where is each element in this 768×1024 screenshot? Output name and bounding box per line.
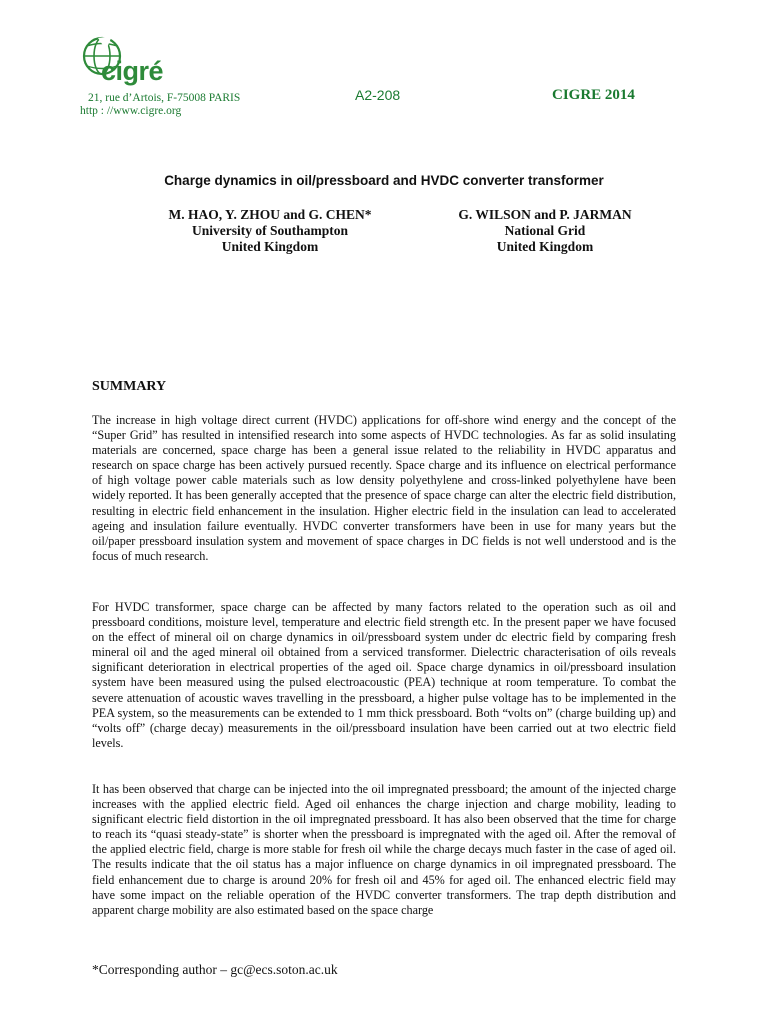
author-affiliation: University of Southampton (191, 223, 348, 238)
corresponding-author-footnote: *Corresponding author – gc@ecs.soton.ac.uk (92, 962, 338, 977)
summary-paragraph-3: It has been observed that charge can be injected into the oil impregnated pressboard; the amount of the injected charge increases with the applied electric field. Aged oil enhances the charge injection and charge mobility, leading to significant electric field distortion in the oil impregnated pressboard. It has also been observed that the time for charge to reach its “quasi steady-state” is shorter when the pressboard is impregnated with the aged oil. After the removal of the applied electric field, charge is more stable for fresh oil while the charge decays much faster in the case of aged oil. The results indicate that the oil status has a major influence on charge dynamics in oil impregnated pressboard. The field enhancement due to charge is around 20% for fresh oil and 45% for aged oil. The enhanced electric field may have some impact on the reliable operation of the HVDC converter transformers. The trap depth distribution and apparent charge mobility are also estimated based on the space charge (92, 782, 676, 917)
author-group-2 (400, 207, 690, 255)
logo-wordmark: cigré (101, 56, 164, 86)
author-affiliation: National Grid (504, 223, 586, 238)
paper-id: A2-208 (355, 87, 401, 103)
summary-paragraph-2: For HVDC transformer, space charge can be affected by many factors related to the operation such as oil and pressboard conditions, moisture level, temperature and electric field strength etc. In the present paper we have focused on the effect of mineral oil on charge dynamics in oil/pressboard system under dc electric field by comparing fresh mineral oil and the aged mineral oil obtained from a serviced transformer. Dielectric characterisation of oils reveals significant deterioration in electrical properties of the aged oil. Space charge dynamics in oil/pressboard insulation system have been measured using the pulsed electroacoustic (PEA) technique at room temperature. To combat the severe attenuation of acoustic waves travelling in the pressboard, a higher pulse voltage has to be implemented in the PEA system, so the measurements can be extended to 1 mm thick pressboard. Both “volts on” (charge building up) and “volts off” (charge decay) measurements in the oil/pressboard insulation have been carried out at two electric field levels. (92, 600, 676, 750)
summary-paragraph-1: The increase in high voltage direct current (HVDC) applications for off-shore wind energy and the concept of the “Super Grid” has resulted in intensified research into some aspects of HVDC technologies. As far as solid insulating materials are concerned, space charge has been a general issue related to the reliability in HVDC apparatus and research on space charge has been actively pursued recently. Space charge and its influence on electrical performance of high voltage power cable materials such as low density polyethylene and cross-linked polyethylene have been widely reported. It has been generally accepted that the presence of space charge can alter the electric field distribution, resulting in electric field enhancement in the insulation. Higher electric field in the insulation can lead to accelerated ageing and insulation failure eventually. HVDC converter transformers have been in use for many years but the oil/paper pressboard insulation system and movement of space charges in DC fields is not well understood and is the focus of much research. (92, 413, 676, 563)
author-country: United Kingdom (221, 239, 319, 254)
author-names: M. HAO, Y. ZHOU and G. CHEN* (168, 207, 372, 222)
website-link[interactable]: http : //www.cigre.org (80, 105, 182, 117)
paper-title: Charge dynamics in oil/pressboard and HVDC converter transformer (164, 173, 604, 188)
summary-heading: SUMMARY (92, 379, 167, 394)
address: 21, rue d’Artois, F-75008 PARIS (88, 92, 241, 104)
author-country: United Kingdom (496, 239, 594, 254)
author-names: G. WILSON and P. JARMAN (458, 207, 632, 222)
author-group-1 (120, 207, 420, 255)
conference-label: CIGRE 2014 (552, 87, 635, 103)
